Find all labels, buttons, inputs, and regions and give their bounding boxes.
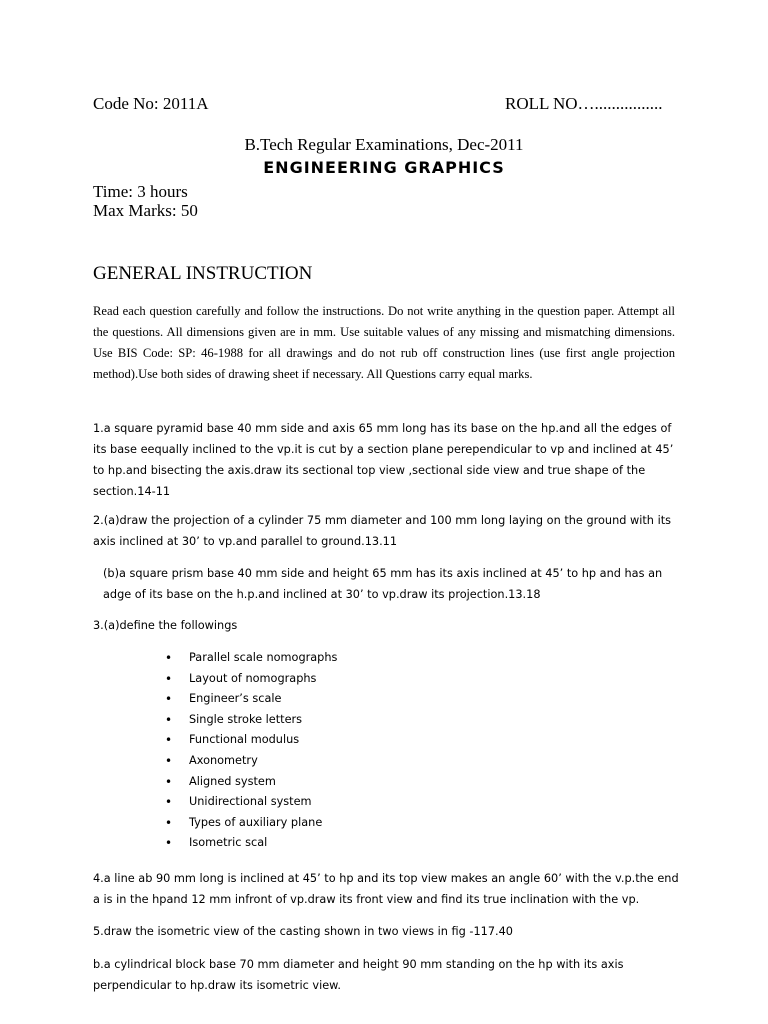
question-2b: (b)a square prism base 40 mm side and height 65 mm has its axis inclined at 45’ to hp and has an adge of its base on the h.p.and inclined at 30’ to vp.draw its projection.13.18 <box>103 567 663 601</box>
list-item: • Aligned system <box>163 772 337 793</box>
definition-list <box>163 648 337 854</box>
list-item: • Engineer’s scale <box>163 689 337 710</box>
list-item: • Types of auxiliary plane <box>163 813 337 834</box>
max-marks: Max Marks: 50 <box>93 201 198 220</box>
exam-title: B.Tech Regular Examinations, Dec-2011 <box>244 135 524 154</box>
question-5: 5.draw the isometric view of the casting shown in two views in fig -117.40 <box>93 925 513 938</box>
roll-number-field: ROLL NO…................ <box>505 94 663 113</box>
code-number: Code No: 2011A <box>93 94 209 113</box>
question-4: 4.a line ab 90 mm long is inclined at 45’ to hp and its top view makes an angle 60’ with the v.p.the end a is in the hpand 12 mm infront of vp.draw its front view and find its true inclination with the vp. <box>93 872 679 906</box>
list-item: • Isometric scal <box>163 833 337 854</box>
list-item: • Axonometry <box>163 751 337 772</box>
general-instruction-text: Read each question carefully and follow the instructions. Do not write anything in the question paper. Attempt all the questions. All dimensions given are in mm. Use suitable values of any missing and mismatching dimensions. Use BIS Code: SP: 46-1988 for all drawings and do not rub off construction lines (use first angle projection method).Use both sides of drawing sheet if necessary. All Questions carry equal marks. <box>93 304 675 381</box>
list-item: • Unidirectional system <box>163 792 337 813</box>
subject-title: ENGINEERING GRAPHICS <box>263 158 505 177</box>
list-item: • Functional modulus <box>163 730 337 751</box>
question-2a: 2.(a)draw the projection of a cylinder 75 mm diameter and 100 mm long laying on the ground with its axis inclined at 30’ to vp.and parallel to ground.13.11 <box>93 514 672 548</box>
exam-duration: Time: 3 hours <box>93 182 188 201</box>
general-instruction-heading: GENERAL INSTRUCTION <box>93 263 313 284</box>
question-1: 1.a square pyramid base 40 mm side and axis 65 mm long has its base on the hp.and all the edges of its base eequally inclined to the vp.it is cut by a section plane perependicular to vp and inclined at 45’ to hp.and bisecting the axis.draw its sectional top view ,sectional side view and true shape of the section.14-11 <box>93 422 674 498</box>
question-5b: b.a cylindrical block base 70 mm diameter and height 90 mm standing on the hp with its axis perpendicular to hp.draw its isometric view. <box>93 958 624 992</box>
question-3a: 3.(a)define the followings <box>93 619 238 632</box>
list-item: • Layout of nomographs <box>163 669 337 690</box>
list-item: • Parallel scale nomographs <box>163 648 337 669</box>
list-item: • Single stroke letters <box>163 710 337 731</box>
